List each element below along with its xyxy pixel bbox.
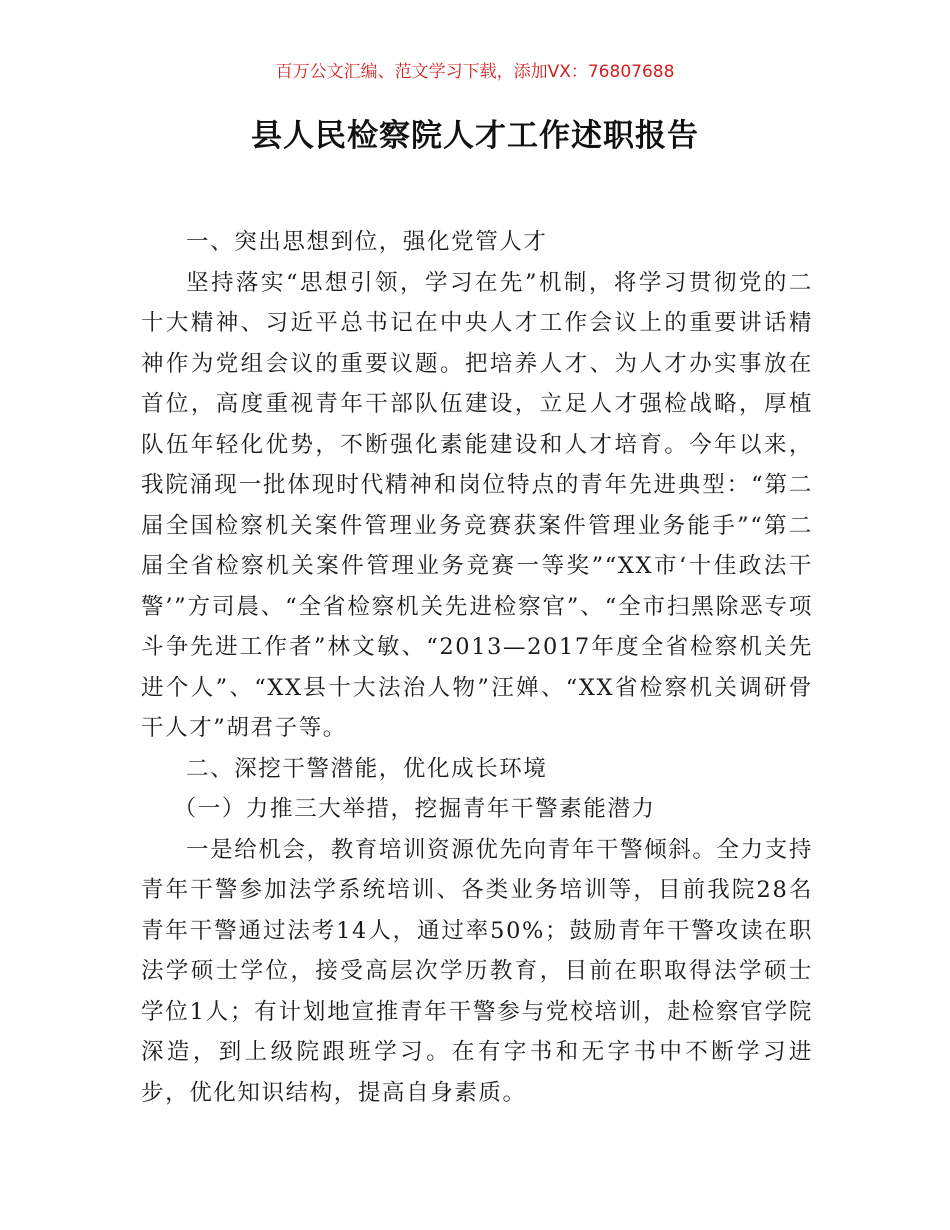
section-1-heading: 一、突出思想到位，强化党管人才 [186,229,548,255]
section-1-paragraph: 坚持落实“思想引领，学习在先”机制，将学习贯彻党的二十大精神、习近平总书记在中央人才工作会议上的重要讲话精神作为党组会议的重要议题。把培养人才、为人才办实事放在首位，高度重视青年干部队伍建设，立足人才强检战略，厚植队伍年轻化优势，不断强化素能建设和人才培育。今年以来，我院涌现一批体现时代精神和岗位特点的青年先进典型：“第二届全国检察机关案件管理业务竞赛获案件管理业务能手”“第二届全省检察机关案件管理业务竞赛一等奖”“XX市‘十佳政法干警’”方司晨、“全省检察机关先进检察官”、“全市扫黑除恶专项斗争先进工作者”林文敏、“2013—2017年度全省检察机关先进个人”、“XX县十大法治人物”汪婵、“XX省检察机关调研骨干人才”胡君子等。 [141,269,813,741]
watermark-banner: 百万公文汇编、范文学习下载，添加VX：76807688 [275,62,675,82]
document-body [141,222,813,1113]
section-2-subheading-1: （一）力推三大举措，挖掘青年干警素能潜力 [173,796,656,822]
document-title: 县人民检察院人才工作述职报告 [251,118,699,154]
section-2-paragraph-1: 一是给机会，教育培训资源优先向青年干警倾斜。全力支持青年干警参加法学系统培训、各类业务培训等，目前我院28名青年干警通过法考14人，通过率50%；鼓励青年干警攻读在职法学硕士学位，接受高层次学历教育，目前在职取得法学硕士学位1人；有计划地宣推青年干警参与党校培训，赴检察官学院深造，到上级院跟班学习。在有字书和无字书中不断学习进步，优化知识结构，提高自身素质。 [141,836,813,1106]
section-2-heading: 二、深挖干警潜能，优化成长环境 [186,755,548,782]
